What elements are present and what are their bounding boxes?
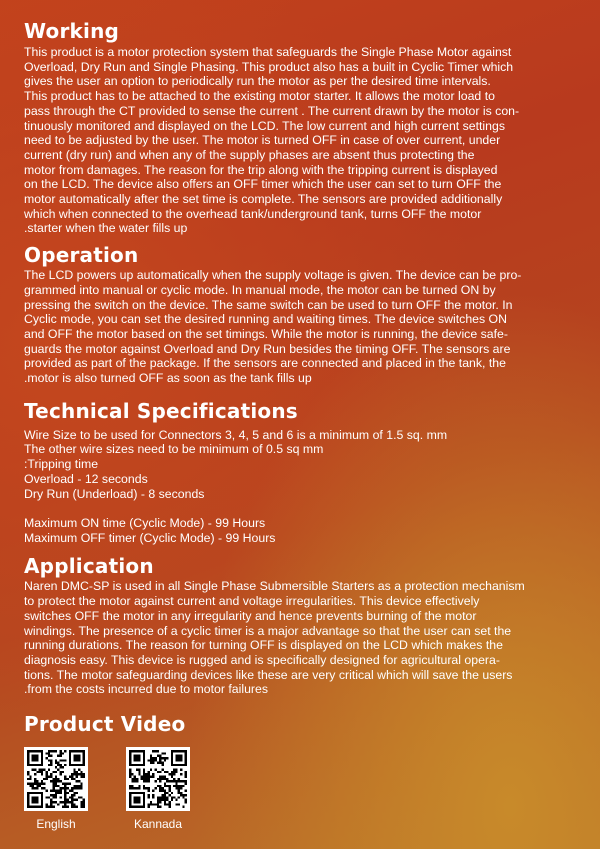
application-heading: Application <box>24 554 154 579</box>
technical-specifications-section <box>24 398 580 546</box>
qr-kannada[interactable] <box>126 747 190 831</box>
product-video-section <box>24 711 580 831</box>
application-text: Naren DMC-SP is used in all Single Phase Submersible Starters as a protection mechanism to protect the motor against current and voltage irregularities. This device effectively switches OFF the motor in any irregularity and hence prevents burning of the motor windings. The presence of a cyclic timer is a major advantage so that the user can set the running durations. The reason for turning OFF is displayed on the LCD which makes the diagnosis easy. This device is rugged and is specifically designed for agricultural opera- tions. The motor safeguarding devices like these are very critical which will save the users .from the costs incurred due to motor failures <box>24 579 525 697</box>
product-video-heading: Product Video <box>24 712 186 737</box>
technical-specifications-heading: Technical Specifications <box>24 398 298 423</box>
application-section <box>24 553 580 697</box>
operation-heading: Operation <box>24 243 139 268</box>
qr-caption-english: English <box>36 817 76 832</box>
product-manual-page <box>24 18 580 831</box>
working-heading: Working <box>24 19 120 43</box>
operation-section <box>24 242 580 386</box>
operation-text: The LCD powers up automatically when the supply voltage is given. The device can be pro- grammed into manual or cyclic mode. In manual mode, the motor can be turned ON by pressing the switch on the device. The same switch can be used to turn OFF the motor. In Cyclic mode, you can set the desired running and waiting times. The device switches ON and OFF the motor based on the set timings. While the motor is running, the device safe- guards the motor against Overload and Dry Run besides the timing OFF. The sensors are provided as part of the package. If the sensors are connected and placed in the tank, the .motor is also turned OFF as soon as the tank fills up <box>24 268 522 386</box>
working-text: This product is a motor protection system that safeguards the Single Phase Motor against Overload, Dry Run and Single Phasing. This product also has a built in Cyclic Timer which gives the user an option to periodically run the motor as per the desired time intervals. This product has to be attached to the existing motor starter. It allows the motor load to pass through the CT provided to sense the current . The current drawn by the motor is con- tinuously monitored and displayed on the LCD. The low current and high current settings need to be adjusted by the user. The motor is turned OFF in case of over current, under current (dry run) and when any of the supply phases are absent thus protecting the motor from damages. The reason for the trip along with the tripping current is displayed on the LCD. The device also offers an OFF timer which the user can set to turn OFF the motor automatically after the set time is complete. The sensors are provided additionally which when connected to the overhead tank/underground tank, turns OFF the motor .starter when the water fills up <box>24 45 520 236</box>
qr-code-icon[interactable] <box>126 747 190 811</box>
qr-code-english-graphic <box>27 750 85 808</box>
qr-code-row <box>24 747 580 831</box>
qr-english[interactable] <box>24 747 88 831</box>
technical-specifications-text: Wire Size to be used for Connectors 3, 4, 5 and 6 is a minimum of 1.5 sq. mm The other wire sizes need to be minimum of 0.5 sq mm :Tripping time Overload - 12 seconds Dry Run (Underload) - 8 seconds Maximum ON time (Cyclic Mode) - 99 Hours Maximum OFF timer (Cyclic Mode) - 99 Hours <box>24 427 448 545</box>
qr-caption-kannada: Kannada <box>133 817 183 832</box>
working-section <box>24 18 580 236</box>
qr-code-icon[interactable] <box>24 747 88 811</box>
qr-code-kannada-graphic <box>129 750 187 808</box>
